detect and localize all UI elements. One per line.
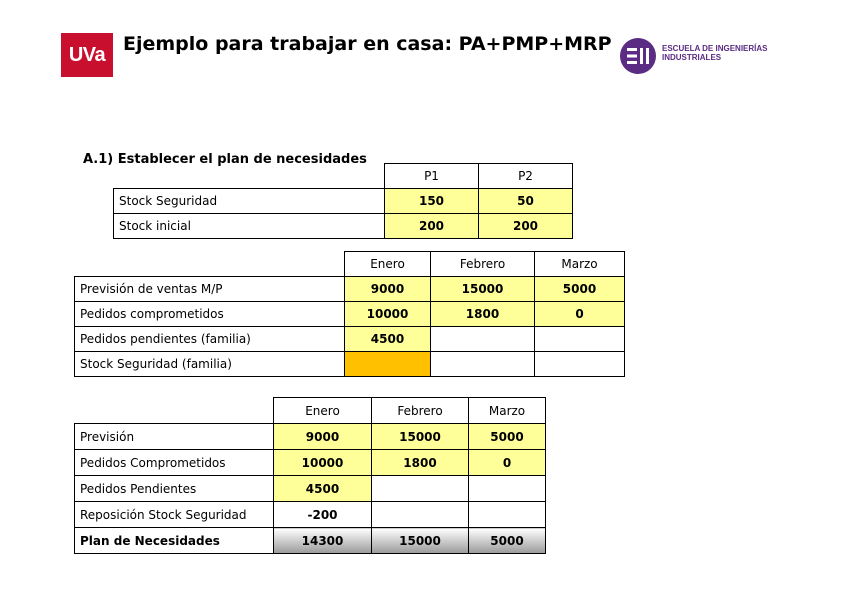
row-label: Previsión — [75, 424, 274, 450]
value-cell: 0 — [469, 450, 546, 476]
family-forecast-table — [74, 251, 625, 377]
row-label: Pedidos pendientes (familia) — [75, 327, 345, 352]
row-label: Plan de Necesidades — [75, 528, 274, 554]
value-cell: 10000 — [345, 302, 431, 327]
row-label: Previsión de ventas M/P — [75, 277, 345, 302]
value-cell — [469, 502, 546, 528]
row-label: Stock Seguridad — [114, 189, 385, 214]
empty-header-cell — [75, 252, 345, 277]
column-header: Febrero — [431, 252, 535, 277]
table-row — [75, 476, 546, 502]
value-cell — [535, 327, 625, 352]
table-row — [114, 189, 573, 214]
eii-logo-icon — [620, 38, 656, 74]
value-cell: 5000 — [469, 424, 546, 450]
value-cell: 200 — [479, 214, 573, 239]
value-cell: 15000 — [372, 424, 469, 450]
value-cell: 0 — [535, 302, 625, 327]
row-label: Reposición Stock Seguridad — [75, 502, 274, 528]
value-cell: 5000 — [535, 277, 625, 302]
total-cell: 15000 — [372, 528, 469, 554]
row-label: Pedidos comprometidos — [75, 302, 345, 327]
value-cell: 9000 — [345, 277, 431, 302]
row-label: Stock Seguridad (familia) — [75, 352, 345, 377]
table-row — [75, 352, 625, 377]
value-cell — [431, 327, 535, 352]
column-header: Enero — [274, 398, 372, 424]
value-cell: 10000 — [274, 450, 372, 476]
empty-header-cell — [75, 398, 274, 424]
table-row — [75, 424, 546, 450]
value-cell: 4500 — [345, 327, 431, 352]
total-cell: 14300 — [274, 528, 372, 554]
column-header: Marzo — [535, 252, 625, 277]
table-row — [75, 327, 625, 352]
value-cell — [372, 502, 469, 528]
column-header: Enero — [345, 252, 431, 277]
empty-header-cell — [114, 164, 385, 189]
table-row — [75, 302, 625, 327]
value-cell: 4500 — [274, 476, 372, 502]
column-header: Marzo — [469, 398, 546, 424]
total-cell: 5000 — [469, 528, 546, 554]
row-label: Pedidos Comprometidos — [75, 450, 274, 476]
value-cell: 1800 — [372, 450, 469, 476]
value-cell: 15000 — [431, 277, 535, 302]
value-cell: 9000 — [274, 424, 372, 450]
column-header: P1 — [385, 164, 479, 189]
slide-title: Ejemplo para trabajar en casa: PA+PMP+MRP — [123, 33, 612, 55]
section-title: A.1) Establecer el plan de necesidades — [83, 152, 367, 167]
value-cell: 200 — [385, 214, 479, 239]
column-header: Febrero — [372, 398, 469, 424]
value-cell — [535, 352, 625, 377]
value-cell: 1800 — [431, 302, 535, 327]
column-header: P2 — [479, 164, 573, 189]
value-cell — [469, 476, 546, 502]
table-row-total — [75, 528, 546, 554]
table-row — [75, 450, 546, 476]
value-cell: -200 — [274, 502, 372, 528]
value-cell: 50 — [479, 189, 573, 214]
needs-plan-table — [74, 397, 546, 554]
value-cell: 150 — [385, 189, 479, 214]
stock-parameters-table — [113, 163, 573, 239]
uva-logo: UVa — [61, 33, 113, 77]
table-row — [114, 214, 573, 239]
school-name — [662, 44, 768, 62]
value-cell — [431, 352, 535, 377]
highlighted-empty-cell — [345, 352, 431, 377]
school-name-line2: INDUSTRIALES — [662, 53, 722, 62]
value-cell — [372, 476, 469, 502]
row-label: Pedidos Pendientes — [75, 476, 274, 502]
table-row — [75, 277, 625, 302]
table-row — [75, 502, 546, 528]
school-name-line1: ESCUELA DE INGENIERÍAS — [662, 44, 768, 53]
row-label: Stock inicial — [114, 214, 385, 239]
